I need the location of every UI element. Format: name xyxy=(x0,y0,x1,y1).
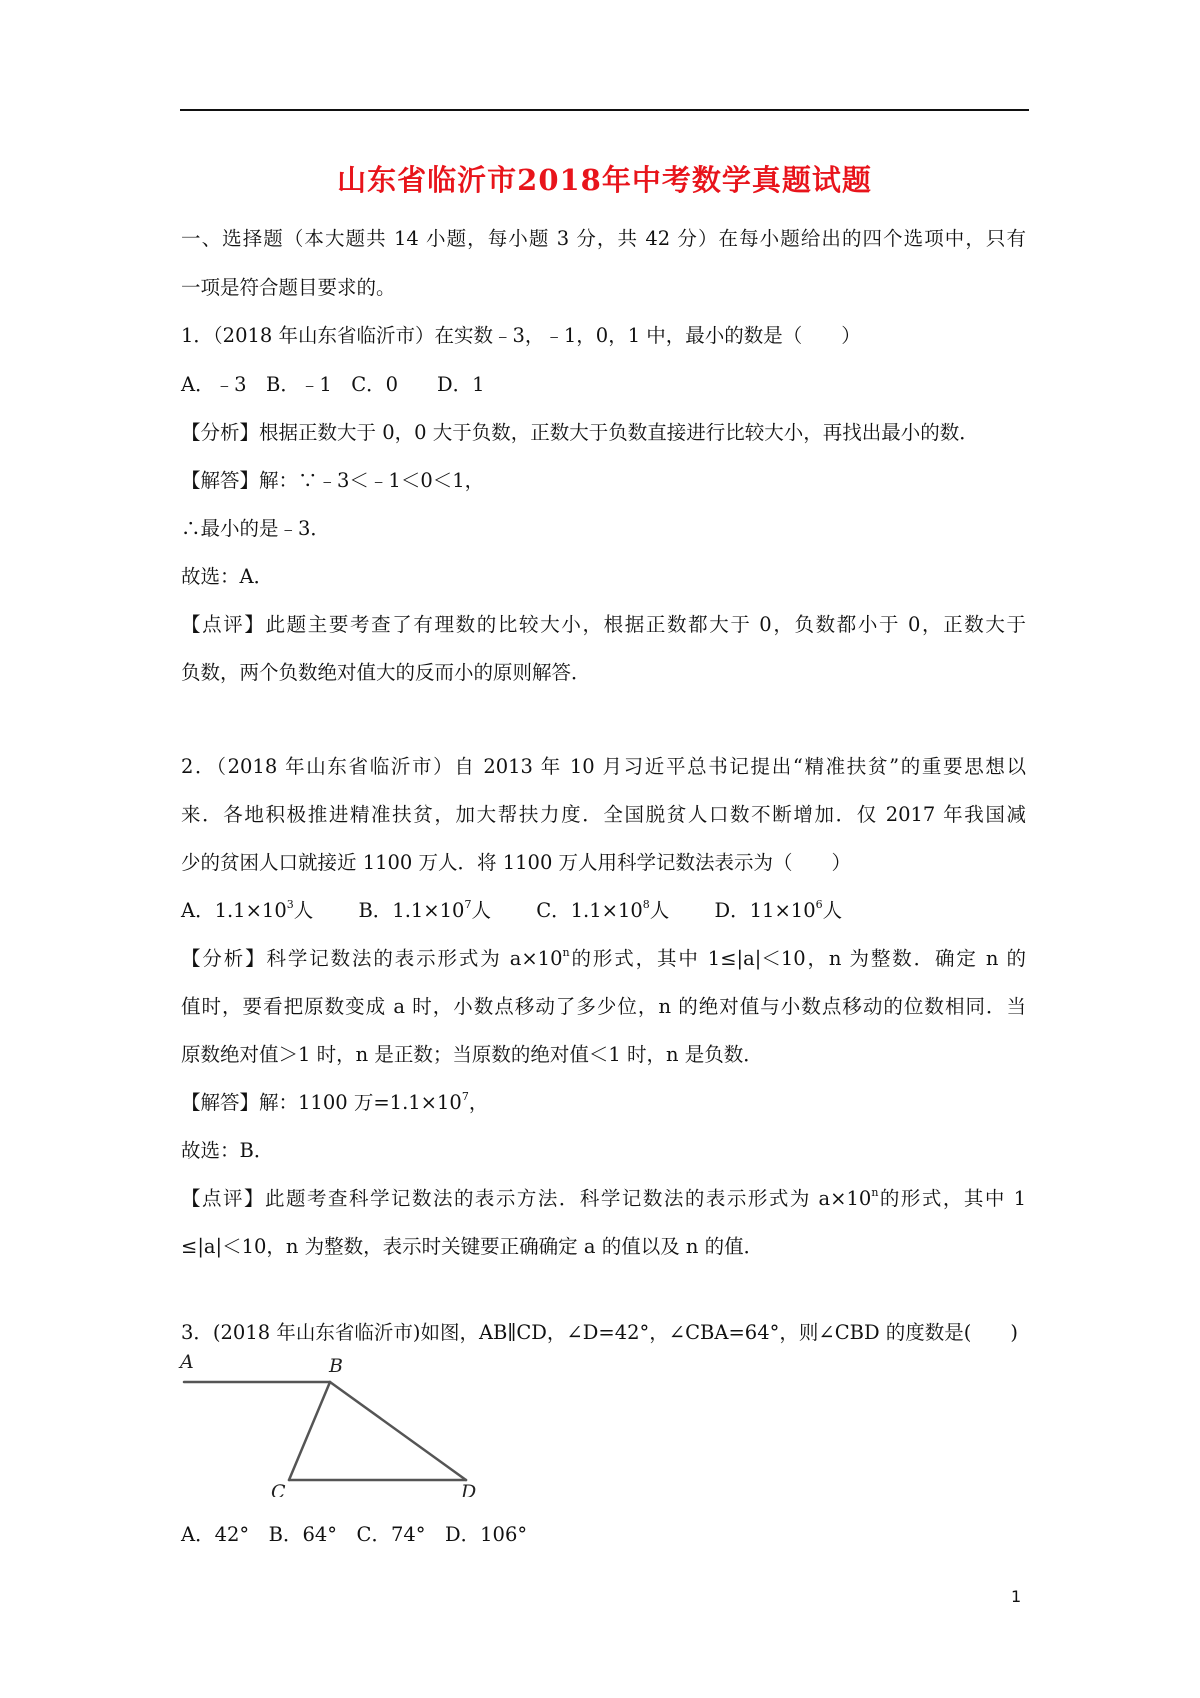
q1-answer: 故选：A． xyxy=(181,565,274,588)
q3-options: A．42° B．64° C．74° D．106° xyxy=(181,1523,528,1546)
q2-comment-line1: 【点评】此题考查科学记数法的表示方法．科学记数法的表示形式为 $a\times 10^n$的形式，其中 1 xyxy=(181,1186,1026,1210)
label-d: D xyxy=(461,1481,477,1497)
q2-option-d: D．$11\times 10^6$人 xyxy=(714,898,843,922)
q2-analysis-line1: 【分析】科学记数法的表示形式为 $a\times 10^n$的形式，其中 1≤|a|＜10，n 为整数．确定 n 的 xyxy=(181,946,1026,970)
q2-solution: 【解答】解：1100 万$=1.1\times 10^7$， xyxy=(181,1090,489,1114)
q1-comment-line1: 【点评】此题主要考查了有理数的比较大小，根据正数都大于 0，负数都小于 0，正数大于 xyxy=(181,613,1026,636)
q2-option-a: A．$1.1\times 10^3$人 xyxy=(181,898,353,922)
q2-stem-line3: 少的贫困人口就接近 1100 万人．将 1100 万人用科学记数法表示为（ ） xyxy=(181,851,852,874)
label-b: B xyxy=(329,1355,343,1377)
q1-analysis: 【分析】根据正数大于 0，0 大于负数，正数大于负数直接进行比较大小，再找出最小的数． xyxy=(181,421,979,444)
q1-options: A．﹣3 B．﹣1 C．0 D．1 xyxy=(181,373,485,396)
q2-options xyxy=(181,898,842,924)
q2-comment-line2: ≤|a|＜10，n 为整数，表示时关键要正确确定 a 的值以及 n 的值． xyxy=(181,1235,764,1258)
label-a: A xyxy=(180,1351,194,1373)
q1-comment-line2: 负数，两个负数绝对值大的反而小的原则解答． xyxy=(181,661,591,684)
q2-answer: 故选：B． xyxy=(181,1139,274,1162)
q2-stem-line2: 来．各地积极推进精准扶贫，加大帮扶力度．全国脱贫人口数不断增加．仅 2017 年我国减 xyxy=(181,803,1026,826)
q3-geometry-figure xyxy=(176,1342,496,1497)
label-c: C xyxy=(271,1481,286,1497)
q1-conclusion: ∴最小的是﹣3． xyxy=(181,517,330,540)
q2-analysis-line2: 值时，要看把原数变成 a 时，小数点移动了多少位，n 的绝对值与小数点移动的位数相同．当 xyxy=(181,995,1026,1018)
q2-stem-line1: 2．（2018 年山东省临沂市）自 2013 年 10 月习近平总书记提出“精准扶贫”的重要思想以 xyxy=(181,755,1026,778)
header-rule xyxy=(180,109,1029,111)
segment-bc xyxy=(289,1382,330,1480)
q2-option-b: B．$1.1\times 10^7$人 xyxy=(358,898,530,922)
q2-option-c: C．$1.1\times 10^8$人 xyxy=(536,898,709,922)
page-number: 1 xyxy=(1011,1587,1022,1606)
q3-stem: 3．(2018 年山东省临沂市)如图，AB∥CD，∠D=42°，∠CBA=64°，则∠CBD 的度数是( ) xyxy=(181,1321,1019,1344)
q2-analysis-line3: 原数绝对值＞1 时，n 是正数；当原数的绝对值＜1 时，n 是负数． xyxy=(181,1043,763,1066)
section-intro-line2: 一项是符合题目要求的。 xyxy=(181,276,396,299)
section-intro-line1: 一、选择题（本大题共 14 小题，每小题 3 分，共 42 分）在每小题给出的四个选项中，只有 xyxy=(181,227,1026,250)
q1-solution: 【解答】解：∵﹣3＜﹣1＜0＜1， xyxy=(181,469,485,492)
segment-bd xyxy=(330,1382,466,1480)
q1-stem: 1．（2018 年山东省临沂市）在实数﹣3，﹣1，0，1 中，最小的数是（ ） xyxy=(181,324,861,347)
page-title: 山东省临沂市2018年中考数学真题试题 xyxy=(337,163,872,197)
